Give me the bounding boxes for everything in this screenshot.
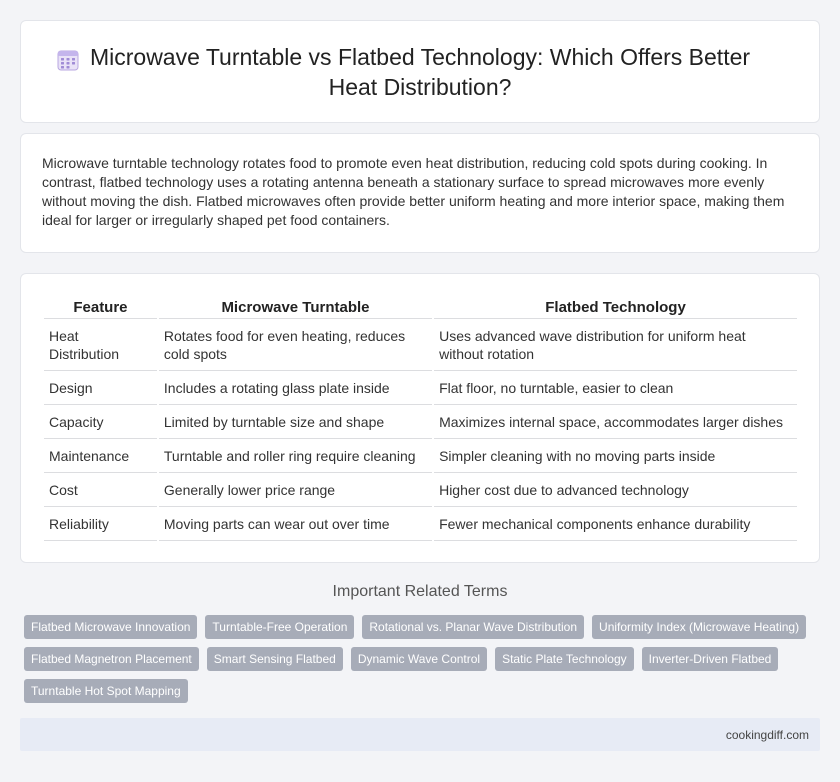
related-tag[interactable]: Uniformity Index (Microwave Heating) (592, 615, 806, 639)
turntable-cell: Rotates food for even heating, reduces cold spots (159, 319, 432, 371)
comparison-table (42, 296, 799, 541)
comparison-card (20, 273, 820, 563)
turntable-cell: Turntable and roller ring require cleaning (159, 439, 432, 473)
flatbed-cell: Maximizes internal space, accommodates larger dishes (434, 405, 797, 439)
related-tag[interactable]: Rotational vs. Planar Wave Distribution (362, 615, 584, 639)
related-tag[interactable]: Inverter-Driven Flatbed (642, 647, 779, 671)
related-tag[interactable]: Static Plate Technology (495, 647, 634, 671)
feature-cell: Maintenance (44, 439, 157, 473)
related-tag[interactable]: Turntable-Free Operation (205, 615, 354, 639)
flatbed-cell: Higher cost due to advanced technology (434, 473, 797, 507)
header-feature: Feature (44, 296, 157, 319)
turntable-cell: Includes a rotating glass plate inside (159, 371, 432, 405)
related-tag[interactable]: Flatbed Magnetron Placement (24, 647, 199, 671)
related-terms-title: Important Related Terms (332, 583, 508, 600)
table-row (44, 319, 797, 371)
table-row (44, 371, 797, 405)
footer (20, 718, 820, 751)
related-tag[interactable]: Dynamic Wave Control (351, 647, 487, 671)
feature-cell: Heat Distribution (44, 319, 157, 371)
intro-paragraph: Microwave turntable technology rotates food to promote even heat distribution, reducing cold spots during cooking. In contrast, flatbed technology uses a rotating antenna beneath a stationary surface to spread microwaves more evenly without moving the dish. Flatbed microwaves often provide better uniform heating and more interior space, making them ideal for larger or irregularly shaped pet food containers. (42, 155, 785, 228)
turntable-cell: Moving parts can wear out over time (159, 507, 432, 541)
header-flatbed: Flatbed Technology (434, 296, 797, 319)
flatbed-cell: Simpler cleaning with no moving parts inside (434, 439, 797, 473)
table-header-row (44, 296, 797, 319)
title-wrap (21, 21, 819, 122)
page-title: Microwave Turntable vs Flatbed Technology: Which Offers Better Heat Distribution? (89, 43, 751, 100)
table-row (44, 439, 797, 473)
feature-cell: Reliability (44, 507, 157, 541)
flatbed-cell: Fewer mechanical components enhance durability (434, 507, 797, 541)
related-tags (24, 615, 824, 703)
turntable-cell: Limited by turntable size and shape (159, 405, 432, 439)
turntable-cell: Generally lower price range (159, 473, 432, 507)
related-tag[interactable]: Turntable Hot Spot Mapping (24, 679, 188, 703)
feature-cell: Capacity (44, 405, 157, 439)
table-row (44, 473, 797, 507)
footer-site-link[interactable]: cookingdiff.com (725, 728, 809, 742)
flatbed-cell: Flat floor, no turntable, easier to clean (434, 371, 797, 405)
table-row (44, 405, 797, 439)
related-tag[interactable]: Smart Sensing Flatbed (207, 647, 343, 671)
header-card (20, 20, 820, 123)
feature-cell: Design (44, 371, 157, 405)
flatbed-cell: Uses advanced wave distribution for uniform heat without rotation (434, 319, 797, 371)
table-row (44, 507, 797, 541)
intro-card (20, 133, 820, 253)
header-turntable: Microwave Turntable (159, 296, 432, 319)
related-tag[interactable]: Flatbed Microwave Innovation (24, 615, 197, 639)
feature-cell: Cost (44, 473, 157, 507)
